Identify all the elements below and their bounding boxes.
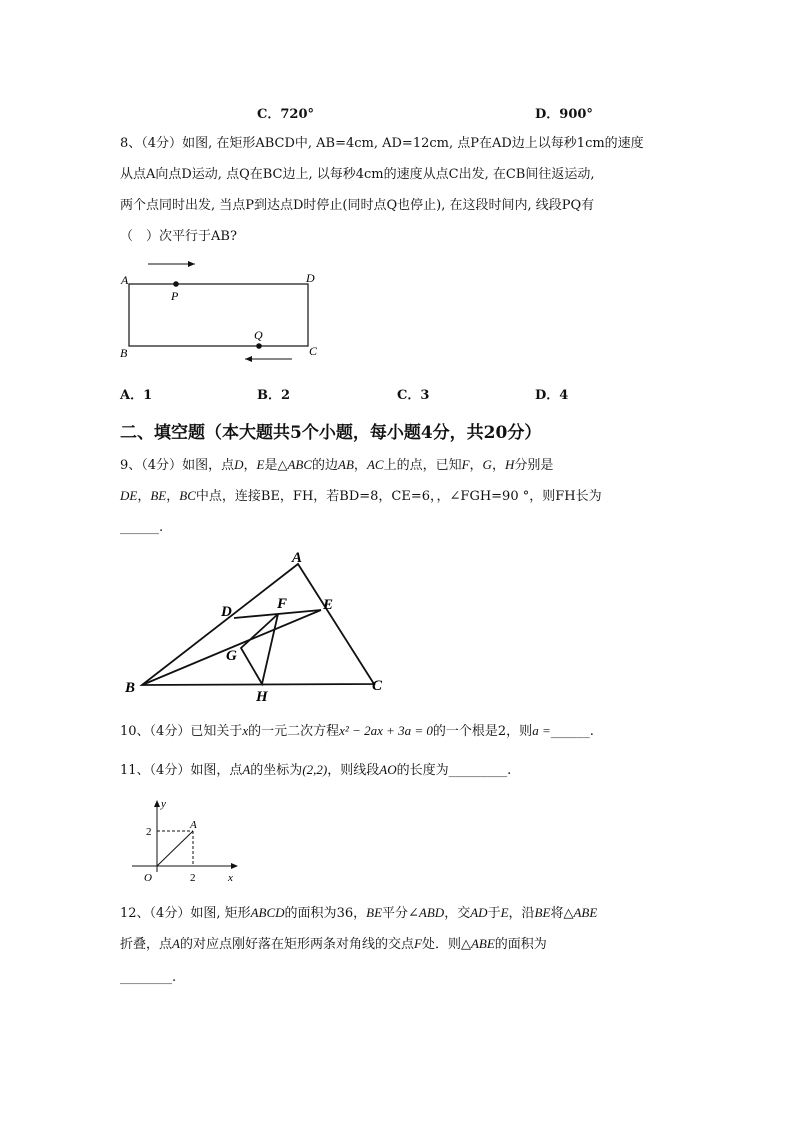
q11-text: ，则线段 [327, 763, 380, 778]
q12-text: 的对应点刚好落在矩形两条对角线的交点 [179, 937, 414, 952]
q9-line-2 [120, 486, 602, 507]
q9-comma: ， [469, 458, 483, 473]
q12-text: 的面积为 [284, 906, 337, 921]
q9-line-1 [120, 455, 553, 476]
q11-number: 11、 [120, 763, 150, 778]
label-q: Q [254, 328, 263, 342]
q11-text: 如图，点 [190, 763, 243, 778]
q9-text: 中点，连接BE，FH，若BD=8，CE=6，， [195, 489, 450, 504]
label-c: C [309, 344, 318, 358]
q12-score: （4分） [149, 906, 191, 921]
label-d: D [306, 271, 315, 285]
q9-text: 分别是 [514, 458, 554, 473]
q10-number: 10、 [120, 724, 150, 739]
label-b: B [125, 680, 136, 696]
q8-option-d: D．4 [535, 388, 569, 403]
q12-number: 12、 [120, 906, 150, 921]
q12-text: 处．则 [421, 937, 461, 952]
q12-line-2 [120, 934, 547, 955]
q12-area: 36 [336, 906, 354, 921]
q9-var-d: D [234, 457, 244, 472]
q9-text: 上的点，已知 [383, 458, 462, 473]
q12-var-a: A [172, 936, 180, 951]
q9-var-f: F [461, 457, 470, 472]
q9-figure [110, 548, 400, 708]
triangle-fgh [241, 614, 278, 684]
arrow-left-head [245, 356, 252, 362]
label-a: A [121, 273, 129, 287]
option-d: D．900° [535, 107, 593, 122]
q12-angle: ∠ABD [408, 905, 445, 920]
q10-equation: x² − 2ax + 3a = 0 [339, 723, 433, 738]
triangle-abc [142, 564, 374, 685]
segment-ao [157, 831, 193, 866]
q12-line-1 [120, 903, 597, 924]
q10-answer-blank: ______. [550, 724, 594, 739]
q9-comma: ， [353, 458, 367, 473]
q9-var-bc: BC [179, 488, 196, 503]
q11-figure [126, 795, 246, 890]
rectangle-abcd [129, 284, 308, 346]
q8-option-a: A．1 [120, 388, 153, 403]
q12-text: 于 [487, 906, 501, 921]
q9-number: 9、 [120, 458, 142, 473]
label-e: E [323, 597, 334, 613]
q10-var-x: x [242, 723, 249, 738]
label-b: B [120, 346, 128, 360]
tick-x-2: 2 [190, 872, 196, 884]
label-a: A [190, 819, 197, 831]
q12-text: 将 [550, 906, 564, 921]
q8-line-2: 从点A向点D运动, 点Q在BC边上, 以每秒4cm的速度从点C出发, 在CB间往返运动, [120, 167, 595, 182]
label-c: C [372, 678, 383, 694]
q12-var-abcd: ABCD [250, 905, 285, 920]
q11-answer-blank: _________. [448, 763, 512, 778]
q11-line [120, 760, 511, 781]
y-axis-arrow [154, 800, 160, 807]
q12-var-be: BE [366, 905, 383, 920]
q10-text: 的一元二次方程 [248, 724, 340, 739]
q8-line-1 [120, 134, 644, 154]
q9-triangle-abc: △ABC [277, 457, 313, 472]
option-c: C．720° [257, 107, 314, 122]
q8-score: （4分） [141, 136, 183, 151]
label-d: D [221, 604, 232, 620]
q9-comma: ， [491, 458, 505, 473]
q12-triangle-abe: △ABE [563, 905, 598, 920]
point-p [173, 281, 179, 287]
q9-var-g: G [482, 457, 492, 472]
q9-comma: ， [137, 489, 151, 504]
q9-var-de: DE [120, 488, 138, 503]
x-axis-arrow [231, 863, 238, 869]
q11-var-ao: AO [379, 762, 397, 777]
q9-text: 如图，点 [182, 458, 235, 473]
q9-text: ，则FH长为 [529, 489, 602, 504]
q11-var-a: A [242, 762, 251, 777]
point-q [256, 343, 262, 349]
q9-var-ac: AC [366, 457, 384, 472]
y-axis-label: y [161, 798, 166, 810]
q8-option-b: B．2 [257, 388, 291, 403]
q12-text: 平分 [382, 906, 409, 921]
q12-var-e: E [500, 905, 509, 920]
q12-var-be: BE [534, 905, 551, 920]
q12-text: ， [353, 906, 367, 921]
label-p: P [171, 289, 179, 303]
arrow-right-head [188, 261, 195, 267]
q9-text: 是 [264, 458, 278, 473]
section-heading: 二、填空题（本大题共5个小题，每小题4分，共20分） [120, 423, 542, 443]
q9-text: 的边 [312, 458, 339, 473]
q8-option-c: C．3 [397, 388, 430, 403]
label-a: A [292, 550, 303, 566]
q9-var-be: BE [150, 488, 167, 503]
label-f: F [277, 596, 288, 612]
q11-coordinate: (2,2) [302, 762, 328, 777]
q8-text-1: 如图, 在矩形ABCD中, AB=4cm, AD=12cm, 点P在AD边上以每秒1cm的速度 [182, 136, 644, 151]
q9-answer-blank: ______. [120, 520, 164, 535]
q12-text: 折叠，点 [120, 937, 173, 952]
q11-score: （4分） [149, 763, 191, 778]
q10-text: 已知关于 [190, 724, 243, 739]
q12-text: ，沿 [508, 906, 535, 921]
q9-score: （4分） [141, 458, 183, 473]
tick-y-2: 2 [146, 826, 152, 838]
label-o: O [144, 872, 152, 884]
q10-score: （4分） [149, 724, 191, 739]
q8-number: 8、 [120, 136, 142, 151]
q10-line [120, 721, 594, 742]
label-g: G [226, 648, 237, 664]
q11-text: 的长度为 [396, 763, 449, 778]
q9-comma: ， [166, 489, 180, 504]
x-axis-label: x [228, 872, 233, 884]
q9-angle: ∠FGH=90 ° [449, 489, 530, 504]
q12-text: 的面积为 [494, 937, 547, 952]
q12-answer-blank: ________. [120, 970, 177, 985]
q11-text: 的坐标为 [250, 763, 303, 778]
q12-triangle-abe: △ABE [460, 936, 495, 951]
q8-line-4: （ ）次平行于AB? [120, 229, 237, 244]
q8-line-3: 两个点同时出发, 当点P到达点D时停止(同时点Q也停止), 在这段时间内, 线段PQ有 [120, 198, 595, 213]
q9-comma: ， [243, 458, 257, 473]
q10-text: 的一个根是2，则 [432, 724, 533, 739]
q8-figure [110, 255, 330, 365]
q9-var-h: H [504, 457, 515, 472]
q9-var-ab: AB [338, 457, 354, 472]
q12-var-f: F [413, 936, 422, 951]
q9-var-e: E [256, 457, 265, 472]
label-h: H [256, 689, 268, 705]
q10-var-a: a = [532, 723, 551, 738]
q12-text: ，交 [444, 906, 471, 921]
q12-var-ad: AD [470, 905, 488, 920]
q12-text: 如图, 矩形 [190, 906, 251, 921]
